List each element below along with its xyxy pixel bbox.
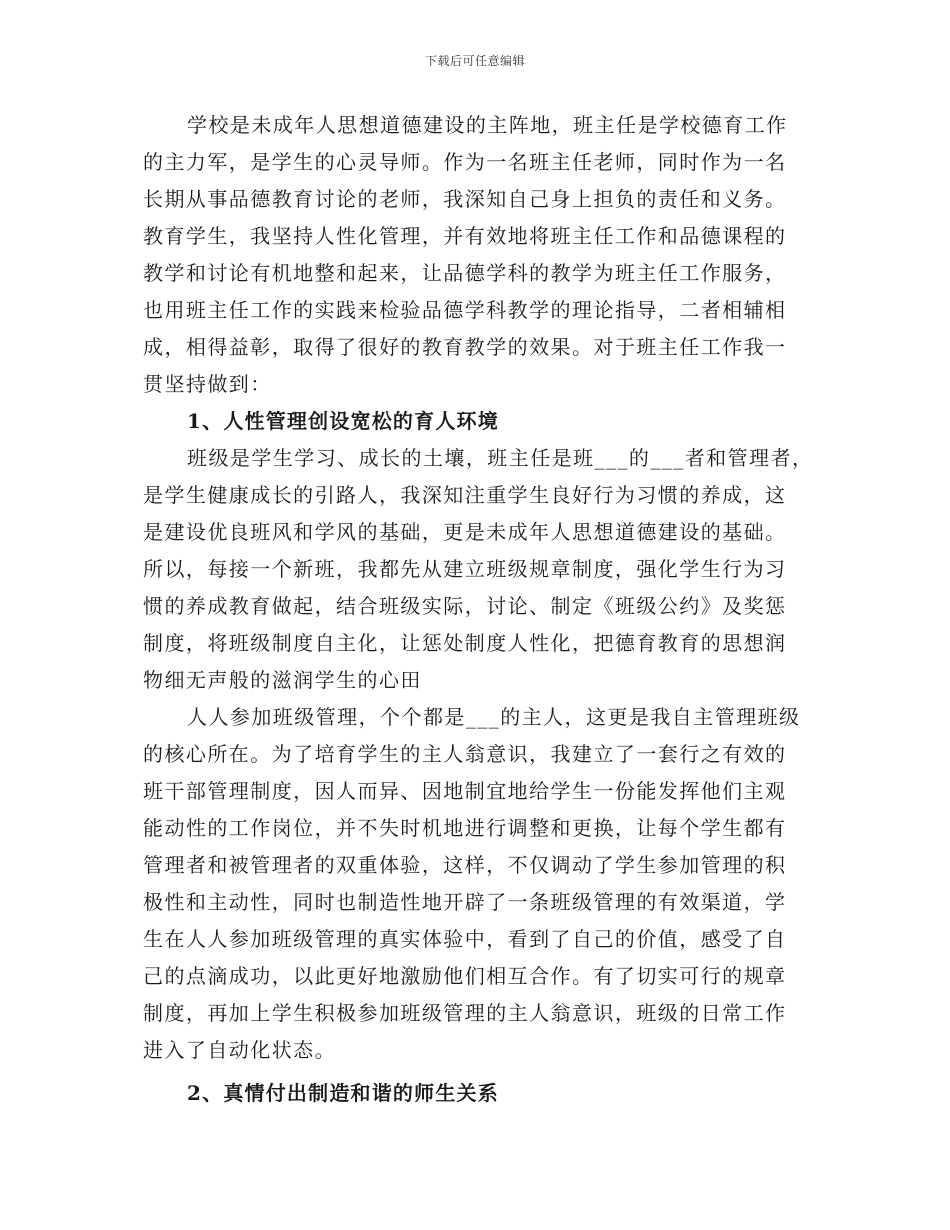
paragraph-line: 的核心所在。为了培育学生的主人翁意识，我建立了一套行之有效的 (143, 742, 787, 766)
paragraph-line: 的主力军，是学生的心灵导师。作为一名班主任老师，同时作为一名 (143, 150, 787, 174)
document-body (143, 107, 814, 1112)
paragraph-line: 物细无声般的滋润学生的心田 (143, 668, 422, 692)
paragraph-line: 进入了自动化状态。 (143, 1038, 337, 1062)
paragraph-line: 学校是未成年人思想道德建设的主阵地，班主任是学校德育工作 (187, 113, 788, 137)
paragraph-line: 己的点滴成功，以此更好地激励他们相互合作。有了切实可行的规章 (143, 964, 787, 988)
paragraph-line: 班级是学生学习、成长的土壤，班主任是班___的___者和管理者， (187, 446, 814, 470)
section-heading: 2、真情付出制造和谐的师生关系 (187, 1081, 499, 1105)
paragraph-line: 是建设优良班风和学风的基础，更是未成年人思想道德建设的基础。 (143, 520, 787, 544)
paragraph-line: 管理者和被管理者的双重体验，这样，不仅调动了学生参加管理的积 (143, 853, 787, 877)
paragraph-line: 成，相得益彰，取得了很好的教育教学的效果。对于班主任工作我一 (143, 335, 787, 359)
paragraph-line: 班干部管理制度，因人而异、因地制宜地给学生一份能发挥他们主观 (143, 779, 787, 803)
paragraph-line: 制度，将班级制度自主化，让惩处制度人性化，把德育教育的思想润 (143, 631, 787, 655)
paragraph-line: 长期从事品德教育讨论的老师，我深知自己身上担负的责任和义务。 (143, 187, 787, 211)
paragraph-line: 也用班主任工作的实践来检验品德学科教学的理论指导，二者相辅相 (143, 298, 787, 322)
paragraph-line: 人人参加班级管理，个个都是___的主人，这更是我自主管理班级 (187, 705, 801, 729)
paragraph-line: 是学生健康成长的引路人，我深知注重学生良好行为习惯的养成，这 (143, 483, 787, 507)
paragraph-line: 惯的养成教育做起，结合班级实际，讨论、制定《班级公约》及奖惩 (143, 594, 787, 618)
paragraph-line: 所以，每接一个新班，我都先从建立班级规章制度，强化学生行为习 (143, 557, 787, 581)
section-heading: 1、人性管理创设宽松的育人环境 (187, 409, 499, 433)
paragraph-line: 教学和讨论有机地整和起来，让品德学科的教学为班主任工作服务， (143, 261, 787, 285)
paragraph-line: 制度，再加上学生积极参加班级管理的主人翁意识，班级的日常工作 (143, 1001, 787, 1025)
paragraph-line: 教育学生，我坚持人性化管理，并有效地将班主任工作和品德课程的 (143, 224, 787, 248)
paragraph-line: 贯坚持做到： (143, 372, 272, 396)
paragraph-line: 极性和主动性，同时也制造性地开辟了一条班级管理的有效渠道，学 (143, 890, 787, 914)
page-header: 下载后可任意编辑 (424, 54, 525, 68)
paragraph-line: 生在人人参加班级管理的真实体验中，看到了自己的价值，感受了自 (143, 927, 787, 951)
paragraph-line: 能动性的工作岗位，并不失时机地进行调整和更换，让每个学生都有 (143, 816, 787, 840)
